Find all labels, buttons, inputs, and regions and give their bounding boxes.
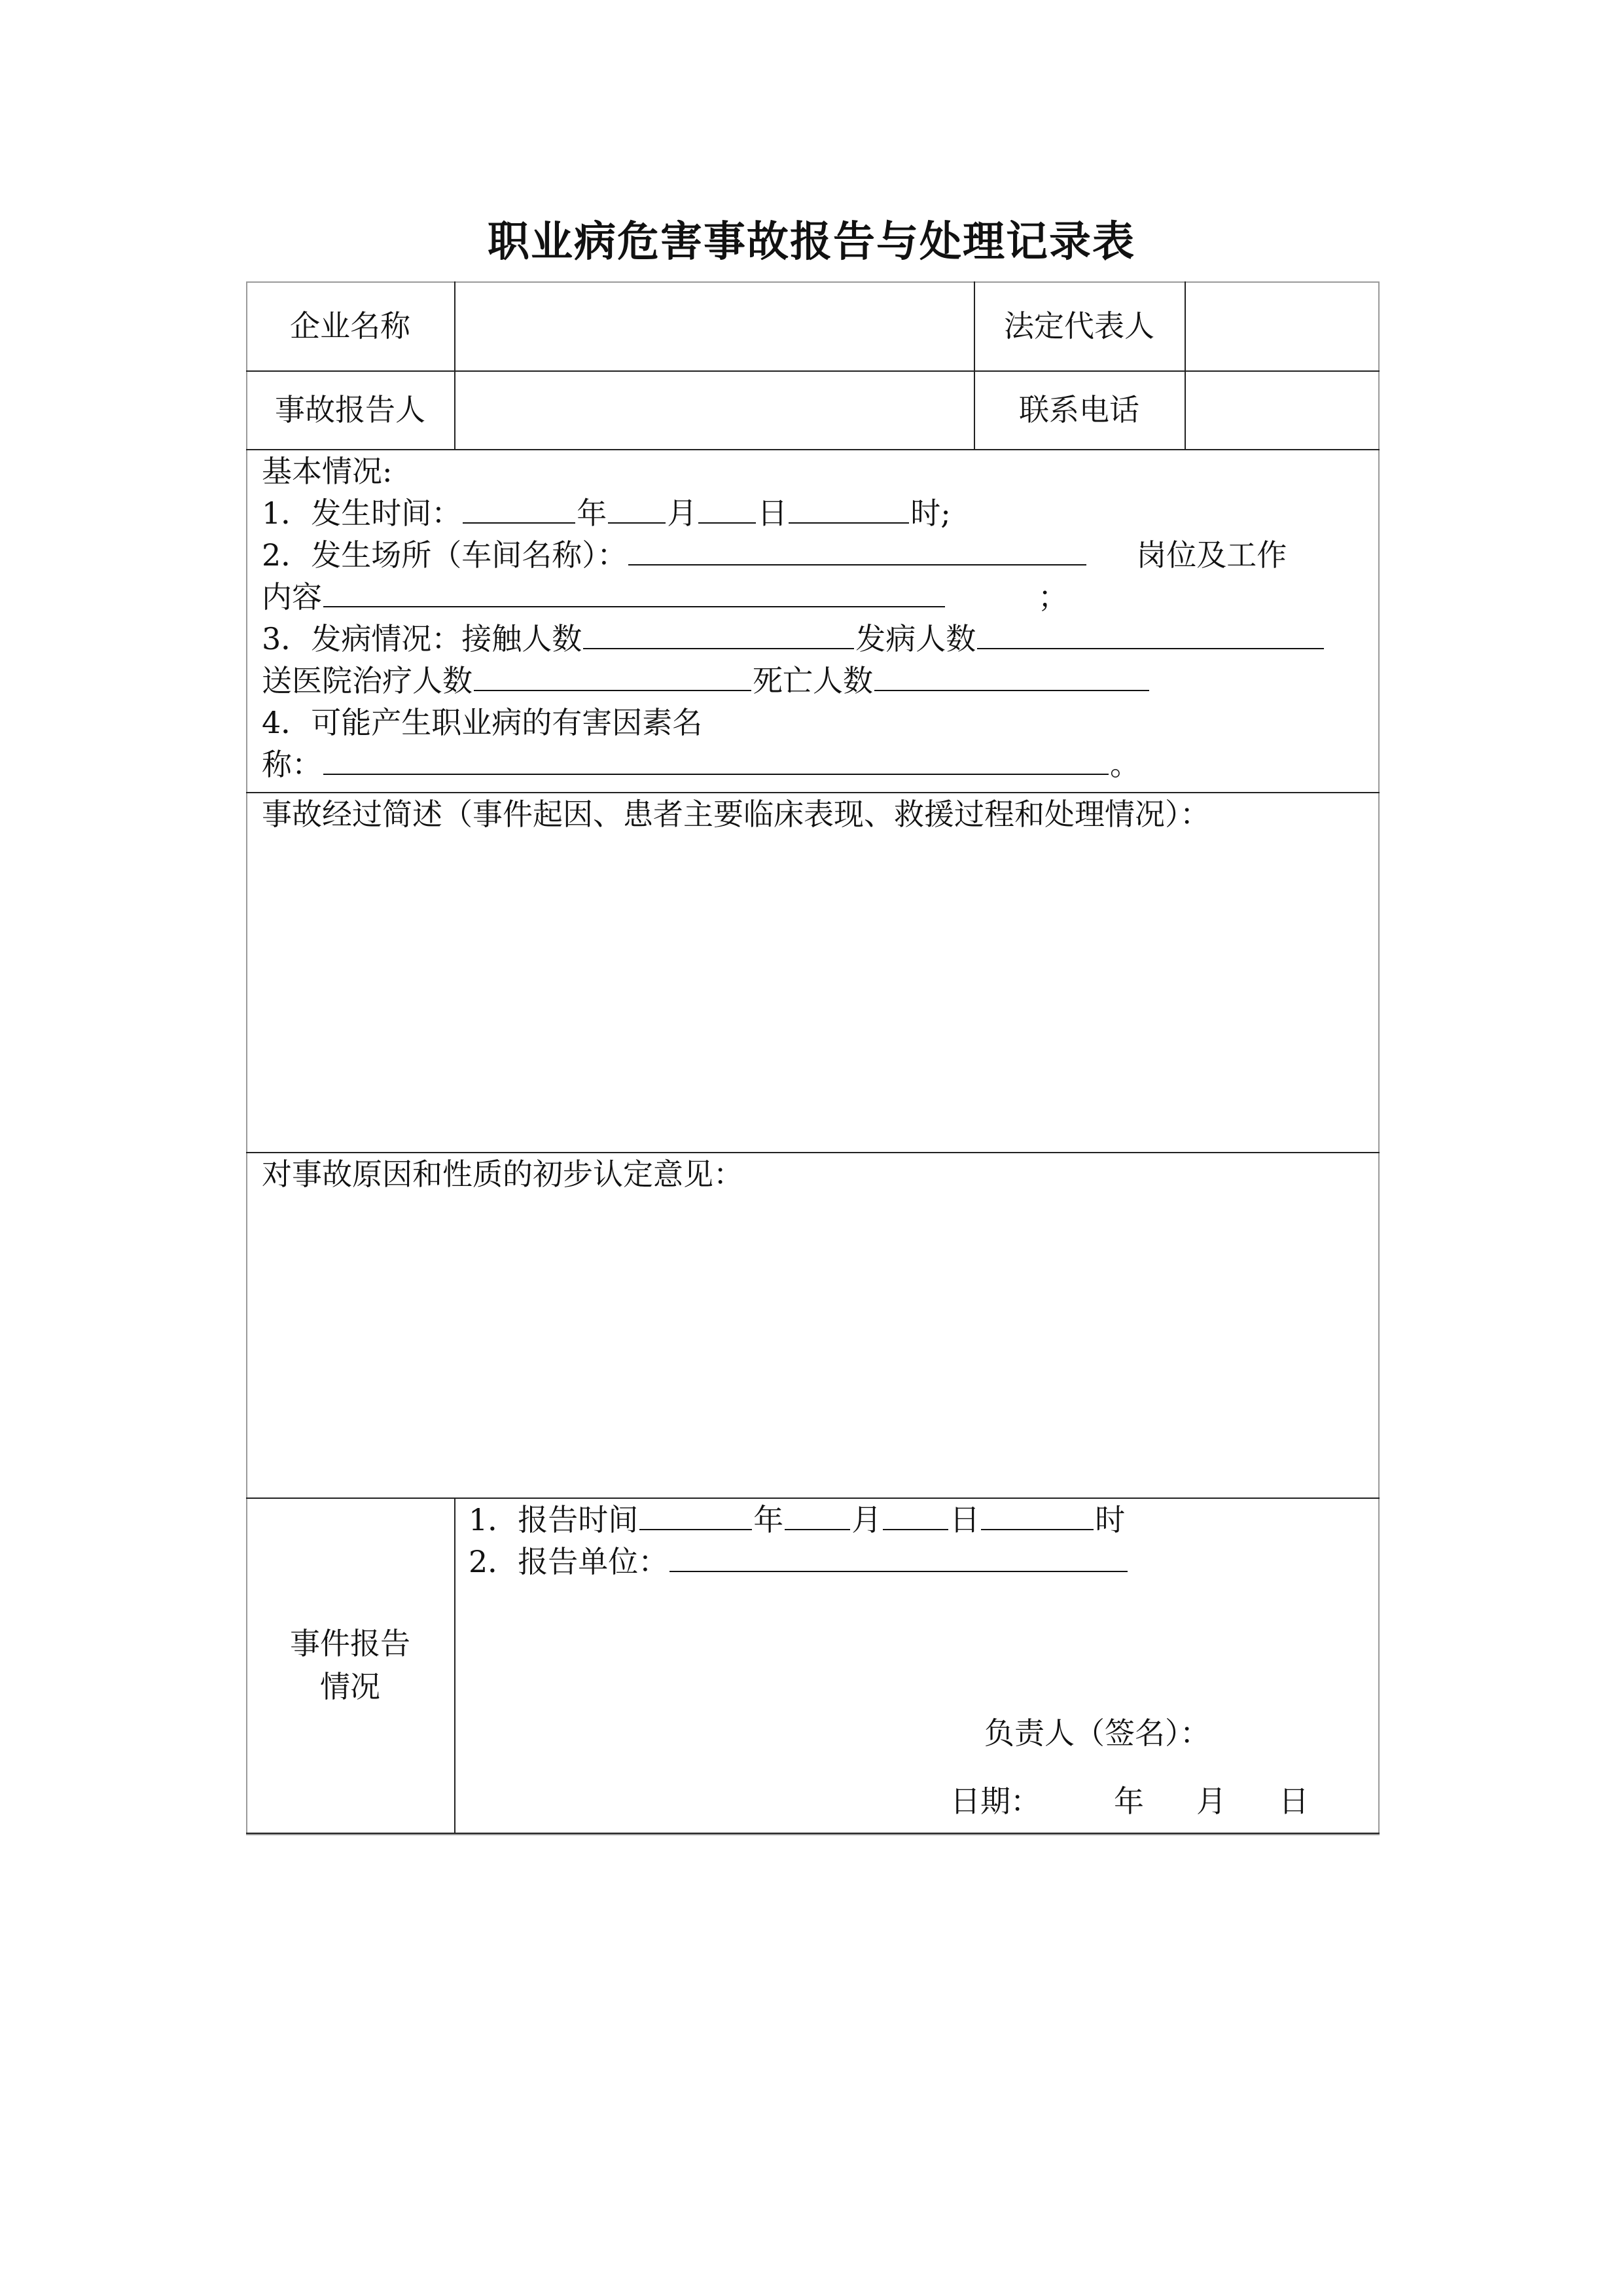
basic-heading: 基本情况: (262, 454, 393, 489)
date-label: 日期： (950, 1784, 1041, 1819)
legal-rep-field[interactable] (1187, 284, 1376, 368)
location-line (262, 534, 1287, 576)
report-year-label: 年 (753, 1502, 784, 1537)
work-content-line (262, 576, 1068, 618)
event-report-label (246, 1498, 454, 1833)
work-content-blank[interactable] (323, 576, 945, 607)
month-blank[interactable] (608, 492, 666, 524)
year-label: 年 (577, 495, 607, 531)
phone-label: 联系电话 (1019, 392, 1139, 427)
work-content-label: 内容 (262, 579, 322, 615)
report-month-blank[interactable] (785, 1499, 850, 1530)
signature-field[interactable] (1228, 1708, 1372, 1754)
report-day-label: 日 (950, 1502, 980, 1537)
death-count-blank[interactable] (874, 660, 1149, 691)
death-count-label: 死亡人数 (753, 663, 873, 698)
process-summary-label: 事故经过简述（事件起因、患者主要临床表现、救援过程和处理情况）： (262, 797, 1210, 832)
hazard-name-line (262, 744, 1140, 785)
day-blank[interactable] (698, 492, 756, 524)
row-divider (246, 1833, 1380, 1834)
date-year-label: 年 (1114, 1784, 1144, 1819)
legal-rep-label: 法定代表人 (1004, 308, 1154, 344)
report-date-line (950, 1780, 1309, 1822)
row-divider (246, 449, 1380, 450)
year-blank[interactable] (463, 492, 575, 524)
occurrence-time-label: 1．发生时间： (262, 495, 462, 531)
report-year-blank[interactable] (639, 1499, 752, 1530)
event-report-label-line1: 事件报告 (290, 1626, 410, 1661)
date-day-label: 日 (1279, 1784, 1309, 1819)
report-hour-label: 时 (1095, 1502, 1126, 1537)
signer-label: 负责人（签名）： (984, 1715, 1210, 1751)
location-label: 2．发生场所（车间名称）： (262, 537, 628, 573)
report-unit-blank[interactable] (669, 1541, 1128, 1572)
workshop-blank[interactable] (628, 534, 1086, 565)
enterprise-name-field[interactable] (457, 284, 971, 368)
preliminary-opinion-label: 对事故原因和性质的初步认定意见： (262, 1157, 743, 1192)
col-divider (454, 1498, 455, 1834)
event-report-label-line2: 情况 (320, 1669, 380, 1704)
hour-blank[interactable] (789, 492, 909, 524)
occurrence-time-line (262, 492, 951, 534)
illness-line (262, 618, 1325, 660)
col-divider (454, 281, 455, 449)
report-day-blank[interactable] (883, 1499, 948, 1530)
phone-field[interactable] (1187, 373, 1376, 446)
exposure-count-blank[interactable] (583, 618, 854, 649)
date-month-label: 月 (1196, 1784, 1226, 1819)
hazard-factor-line: 4．可能产生职业病的有害因素名 (262, 705, 703, 740)
period: 。 (1110, 747, 1140, 782)
month-label: 月 (667, 495, 698, 531)
report-month-label: 月 (851, 1502, 882, 1537)
illness-count-blank[interactable] (977, 618, 1324, 649)
col-divider (1185, 281, 1186, 449)
post-work-label: 岗位及工作 (1136, 537, 1287, 573)
hospital-count-blank[interactable] (474, 660, 751, 691)
report-unit-label: 2．报告单位： (469, 1544, 669, 1579)
exposure-count-label: 3．发病情况：接触人数 (262, 621, 582, 656)
reporter-field[interactable] (457, 373, 971, 446)
enterprise-name-label: 企业名称 (290, 308, 410, 344)
hazard-name-blank[interactable] (323, 744, 1109, 775)
report-time-line (469, 1499, 1125, 1541)
hour-label: 时; (910, 495, 951, 531)
hospital-count-label: 送医院治疗人数 (262, 663, 473, 698)
hospital-line (262, 660, 1150, 702)
page-title: 职业病危害事故报告与处理记录表 (488, 217, 1135, 266)
report-hour-blank[interactable] (981, 1499, 1094, 1530)
illness-count-label: 发病人数 (855, 621, 976, 656)
hazard-name-label: 称： (262, 747, 322, 782)
report-time-label: 1．报告时间 (469, 1502, 639, 1537)
preliminary-opinion-area[interactable] (249, 1198, 1377, 1495)
semicolon: ； (1038, 579, 1068, 615)
day-label: 日 (757, 495, 788, 531)
process-summary-area[interactable] (249, 838, 1377, 1149)
report-unit-line (469, 1541, 1129, 1583)
report-form (246, 281, 1380, 1835)
reporter-label: 事故报告人 (275, 392, 425, 427)
